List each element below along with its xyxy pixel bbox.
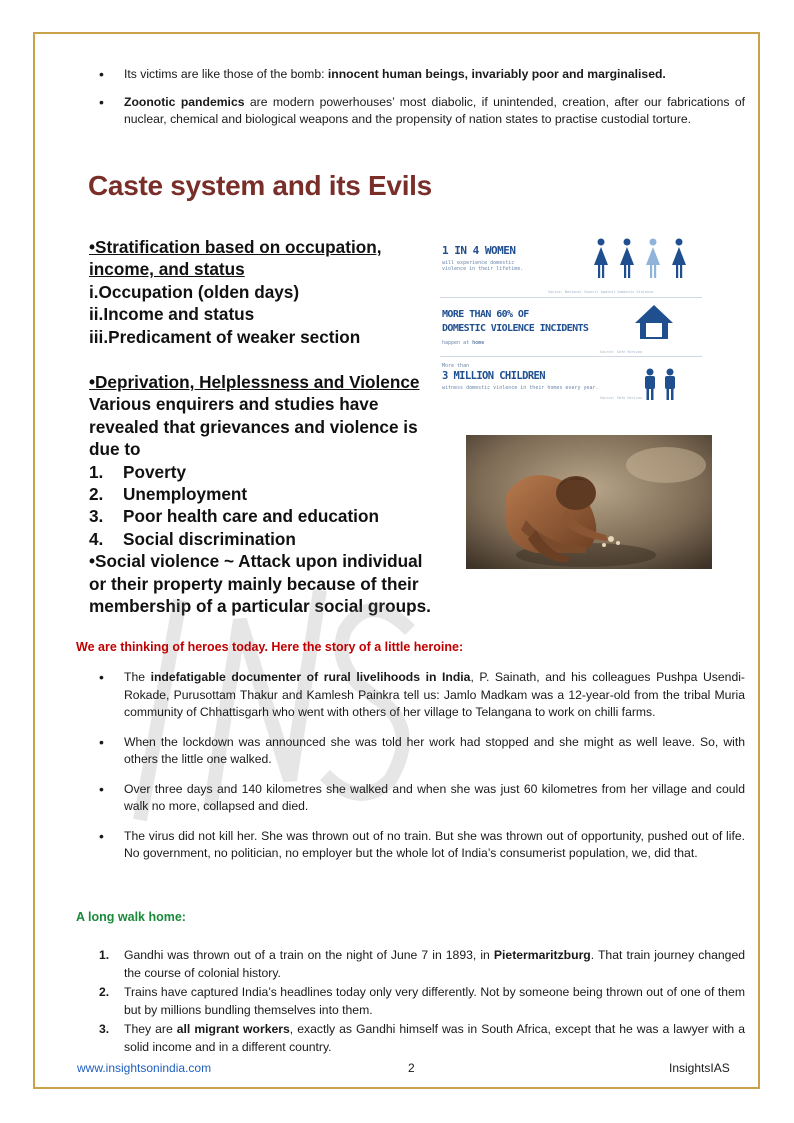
stat-children-pre: More than — [442, 363, 470, 369]
stratification-heading: •Stratification based on occupation, — [89, 237, 382, 257]
stat-home-sub: happen at home — [442, 340, 485, 346]
list-item: • The virus did not kill her. She was thrown out of no train. But she was thrown out of opportunity, pushed out of life. No government, no politician, no employer but the whole lot of India’s consumerist population, we, did that. — [99, 828, 745, 863]
stat-home-source: Source: Safe Horizon — [600, 350, 643, 354]
children-figures-icon — [640, 368, 680, 402]
stratification-section — [89, 236, 382, 348]
stratification-item: iii.Predicament of weaker section — [89, 326, 361, 347]
divider — [440, 297, 702, 298]
list-item: 3. They are all migrant workers, exactly as Gandhi himself was in South Africa, except that he was a lawyer with a solid income and in a different country. — [99, 1022, 746, 1054]
cause-item: 4. Social discrimination — [89, 528, 296, 549]
stat-children-sub: witness domestic violence in their homes every year. — [442, 385, 599, 391]
stat-home-title: MORE THAN 60% OF DOMESTIC VIOLENCE INCIDENTS — [442, 309, 589, 334]
list-item: • Its victims are like those of the bomb: innocent human beings, invariably poor and marginalised. — [99, 66, 745, 84]
stat-women-sub: will experience domestic violence in their lifetime. — [442, 260, 524, 272]
cause-item: 2. Unemployment — [89, 484, 248, 505]
caste-system-slide — [82, 160, 718, 620]
deprivation-section: •Deprivation, Helplessness and Violence Various enquirers and studies have revealed that grievances and violence is due to 1. Poverty 2. Unemployment 3. Poor health care and education 4. Social discrimination •Social violence ~ Attack upon individual or their property mainly because of their membership of a particular social groups. — [89, 372, 431, 617]
women-figures-icon — [590, 238, 694, 282]
stratification-item: ii.Income and status — [89, 304, 255, 325]
stratification-item: i.Occupation (olden days) — [89, 281, 300, 302]
stat-women-title: 1 IN 4 WOMEN — [442, 244, 516, 257]
list-item: • When the lockdown was announced she was told her work had stopped and she might as well leave. So, with others the little one walked. — [99, 734, 745, 769]
domestic-violence-infographic — [440, 238, 702, 438]
stat-children-title: 3 MILLION CHILDREN — [442, 370, 545, 382]
slide-title: Caste system and its Evils — [88, 170, 432, 201]
hungry-child-photo — [466, 435, 712, 569]
footer-website-link[interactable]: www.insightsonindia.com — [77, 1061, 212, 1075]
cause-item: 3. Poor health care and education — [89, 506, 379, 527]
house-icon — [633, 303, 675, 341]
divider — [440, 356, 702, 357]
deprivation-heading: •Deprivation, Helplessness and Violence — [89, 372, 420, 392]
walk-numbered-list — [99, 947, 745, 1058]
heroine-heading: We are thinking of heroes today. Here the story of a little heroine: — [76, 640, 464, 654]
list-item: 2. Trains have captured India’s headlines today only very differently. Not by someone being thrown out of one of them but by millions bundling themselves into them. — [99, 985, 745, 1017]
page-number: 2 — [408, 1061, 415, 1075]
list-item: • The indefatigable documenter of rural livelihoods in India, P. Sainath, and his colleagues Pushpa Usendi-Rokade, Purusottam Thakur and Kamlesh Painkra tell us: Jamlo Madkam was a 12-year-old from the tribal Muria community of Chhattisgarh who went with others of her village to Telangana to work on chilli farms. — [99, 669, 745, 722]
stat-children-source: Source: Safe Horizon — [600, 396, 643, 400]
walk-heading: A long walk home: — [76, 910, 186, 924]
list-item: • Zoonotic pandemics are modern powerhouses’ most diabolic, if unintended, creation, after our fabrications of nuclear, chemical and biological weapons and the propensity of nation states to practise custodial torture. — [99, 94, 745, 129]
cause-item: 1. Poverty — [89, 461, 187, 482]
stat-women-source: Source: National Council Against Domestic Violence — [548, 290, 654, 294]
heroine-bullet-list — [99, 669, 745, 863]
list-item: 1. Gandhi was thrown out of a train on the night of June 7 in 1893, in Pietermaritzburg. That train journey changed the course of colonial history. — [99, 948, 746, 980]
stratification-heading-2: income, and status — [89, 259, 245, 280]
footer-brand: InsightsIAS — [669, 1061, 730, 1075]
list-item: • Over three days and 140 kilometres she walked and when she was just 60 kilometres from her village and could walk no more, collapsed and died. — [99, 781, 745, 816]
top-bullet-list — [99, 66, 745, 129]
